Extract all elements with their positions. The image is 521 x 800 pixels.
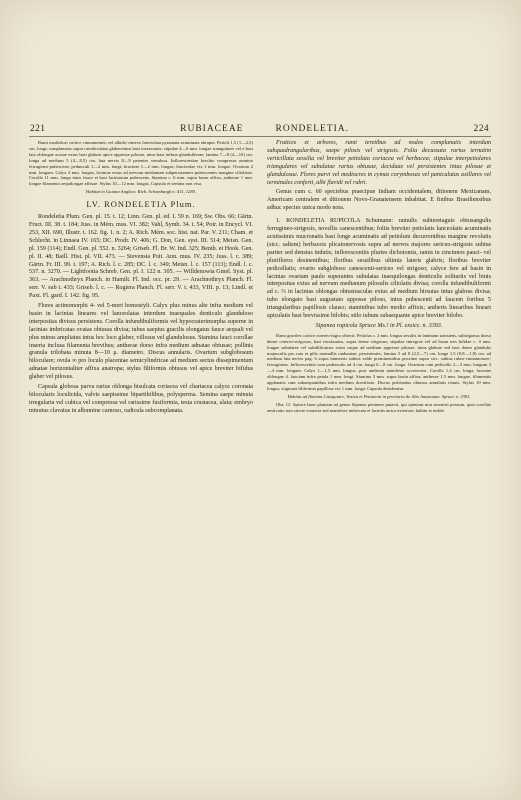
genus-distribution: Genus cum c. 60 speciebus praecipue Indiam occidentalem, ditionem Mexicanam, Americam centralem et ditionem Novo-Granatensem inhabitat. E finibus Brasiliensibus adhuc species unica modo nota.: [267, 189, 491, 212]
right-header: [270, 124, 490, 134]
left-page-number: 221: [30, 124, 46, 134]
genus-body-paragraph: Capsula globosa parva rarius oblonga bisulcata coriacea vel chartacea calyce coronata bilocularis loculicida, valvis saepissime bipartibilibus, polysperma. Semina saepe minuta irregularia vel cubica vel compressa vel rarissime fusiformia, testa crustacea, alata; embryo minutus clavatus in albumine carnoso, radicula subcomplanata.: [29, 384, 253, 414]
genus-title: LV. RONDELETIA Plum.: [86, 199, 196, 210]
species-description: [267, 218, 491, 321]
habitat-note: Habitat in Guiana Anglica: Rich. Schomburgk n. 411, 1285.: [85, 189, 197, 195]
genus-habit-description: Frutices et arbores, rami teretibus ad nodos complanatis interdum subquadrangularibus, saepe pilosis vel strigosis. Folia decussata rarius ternatim verticillata sessilia vel breviter petiolata coriacea vel herbacea; stipulae interpetiolares triangulares vel subulatae rarius obtusae, deciduae vel persistentes intus pilosae et glandulosae. Flores parvi vel mediocres in cymas corymbosas vel paniculatas axillares vel terminales conferti, albi flavidi vel rubri.: [267, 140, 491, 186]
species-detail-small: Rami graciles cortice cinereo-nigro obtecti. Petiolus c. 2 mm. longus sessilis in laminam transiens, subtrigonus dorso dense cinereo-strigosus, basi incrassatus, supra dense strigosus; stipulae intregrae vel ad basin tres bifidae c. 4 mm. longae subulatae vel subdiliformes extus usque ad medium appresse pilosae, intus glabrae sed basi dense glandulis majusculis pro rata et pilis nonnullis onduratae, persistentes; lamina 5 ad 8 (2,5—7) cm. longa 1,5 (0,8—1,8) cm. ad medium lata nervis pag. 6 supra immersis subtus valde prominentibus proxime supra sicc. subtus rubro-cinnamomeo-ferrugineus. Inflorescentia cum pedunculo ad 4 cm. longa 6—8 cm. longa. Ovarium cum pedicello 2—3 mm. longum 3—4 mm. longum. Calyx 1—1,5 mm. longus, post anthesin manifeste accrescens. Corolla 1,4 cm. longa, laciniae oblongae 4, fauciam infra petala 1 mm. longi. Stamina 3 mm. supra basin affixa; antherae 1,5 mm. longae, filamentis applanatis cum subaequantibus infra medium dorsifixae. Discus pulvinatus obtusus annularis tenuis. Stylus 10 mm. longus, stigmata filiformia papillosa vix 1 mm. longa. Capsula desideratur.: [267, 332, 491, 391]
right-page-number: 224: [473, 124, 489, 134]
right-running-title: RONDELETIA.: [275, 124, 350, 134]
species-diagnosis: ramulis subteretaguis obtusangulis ferrugineo-strigosis, novellis canescentibus; foliis breviter petiolatis lanceolatis acuminatis acutissimis mucronatis basi longe acuminatis ad petiolum decurrentibus margine revolutis (sicc. saltem) herbaceis plicatonervosis supra ad nervos majores sericeo-strigosis subtus pariter sed densius indutis; inflorescentiis pluries dichotomis, ramis in cincinnos pauci- vel plurifloros desinentibus; floribus sessilibus ultimis lateris glabris; floribus breviter pedicellatis; ovario subgloboso canescenti-sericeo vel strigoso; calyce fere ad basin in lacinias ovariam paulo superantes subulatas inaequilongas denticulis solitariis vel binis interpositas extus ad nervum medianum pilosulis ciliolatis divisa; corolla infundibuliformi ad c. ⅔ in lacinias oblongas obtusiusculas extus ad medium hirsutas intus glabras divisa; tubo elongato basi augustato apposse piloso, intus pubescenti ad faucem foribus 5 triangularibus papillosis clauso; staminibus tubo medio affixis; antheris linearibus lineari apiculatis basi brevissime bilobis; stilo tubum subaequante apice breviter bilobo.: [267, 218, 491, 320]
genus-body-paragraph: Flores actinomorphi 4- vel 5-meri homostyli. Calyx plus minus alte infra medium vel basin in lacinias lineares vel lanceolatas interdum inaequales denticulo glanduloso interpositas divisus persistens. Corolla infundibuliformis vel hypocraterimorpha superne in lacinias imbricatas ovatas obtusas divisa; tubus saepius gracilis elongatus fauce aequali vel plus minus ampliatus intus hoc loco glaber, villosus vel glandulosus. Stamina fauci corollae inserta inclusa filamenta brevibus; antherae dorso infra medium adnatae obtusae; pollinis granula trilobata minuta 8—10 μ. diametro. Discus annularis. Ovarium subglobosum biloculare; ovula ∞ pro loculo placentae semicylindricae ad medium sectus dissepimentum adnatae horizontaliter affixa anatropa; stylus filiformis obtusus vel apice breviter bifidus glaber vel pilosus.: [29, 303, 253, 381]
genus-synonymy: Rondeletia Plum. Gen. pl. 15. t. 12; Linn. Gen. pl. ed. I. 59 n. 169; Sw. Obs. 66; Gärtn. Fruct. III. 38. t. 184; Juss. in Mém. mus. VI. 382; Vahl, Symb. 34. t. 54; Poir. in Encycl. VI. 253, XII. 690, Illustr. t. 162. fig. 1. n. 2; A. Rich. Mém. soc. hist. nat. Par. V. 211; Cham. et Schlecht. in Linnaea IV. 165; DC. Prodr. IV. 406; G. Don, Gen. syst. III. 514; Meisn. Gen. pl. 159 (114); Endl. Gen. pl. 552. n. 3264; Griseb. Fl. Br. W. Ind. 325; Benth. et Hook. Gen. pl. II. 48; Baill. Hist. pl. VII. 473. — Stevensia Poit. Ann. mus. IV. 235; Juss. l. c. 389; Gärtn. Fr. III. 99. t. 197; A. Rich. l. c. 285; DC. l. c. 349; Meisn. l. c. 157 (113); Endl. l. c. 537. n. 3270. — Lightfootia Schreb. Gen. pl. I. 122 n. 305. — Willdenowia Gmel. Syst. pl. 363. — Arachnothryx Planch. in Hamilt. Fl. Ind. occ. pr. 29. — Arachnothryx Planch. Fl. serr. V. sub t. 433; Griseb. l. c. — Rogiera Planch. Fl. serr. V. t. 433, VIII. p. 13; Lindl. et Paxt. Fl. gard. I. 142. fig. 95.: [29, 214, 253, 300]
left-header: [30, 124, 250, 134]
species-title: 1. RONDELETIA RUPICOLA Schumann:: [276, 218, 394, 225]
running-header: [30, 124, 489, 134]
right-column: [267, 140, 491, 416]
species-synonym: Sipanea rupicola Spruce Ms.! in Pl. exsicc. n. 3393.: [315, 322, 443, 329]
header-rule: [29, 136, 491, 137]
observation-note: Obs. Cl. Spruce hanc plantam ad genus Sipanea pertinere putavit, qui opinioni non assentiri possum, quia corollae aestivatio non stricte contorta sed manifeste imbricata et laciniis unica exteriore; habitu et indole: [267, 401, 491, 413]
species-description-small: Rami modiolosi cortice cinnamomeo vel albido-cinereo lanceolata pyramata acuminata abrupta. Petioli 1,5 (1—2,5) cm. longo complanatus supra canaliculatus glaberrimus basi inerassatus; stipulae 4—6 mm. longae triangulares vel e basi lata oblongae acutae extus basi glabrae apice appresse pilosae, intus basi infima glanduliferae; lamina 7—8 (4—10) cm. longa ad medium 5 (4—8,5) cm. lata nervis 8—9 patentes venulosa. Inflorescentiae brachio compressa omnino ferrugineo-pubescens; pedunculi 1—2 mm. longi; bracteae 1—2 mm. longae; bracteolae vix 1 mm. longae. Ovarium 2 mm. longum. Calyx 2 mm. longus, laciniae extus ad nervum medianum subpersistentes pubescentes margine ciliolatae. Corolla 11 mm. longa intus fauce et basi laciniarum pubescens. Stamina c. 6 mm. supra basin affixa, antherae 1 mm. longae filamento aequilongae affixae. Stylus 10—12 mm. longus. Capsula et semina non visa.: [29, 140, 253, 187]
left-running-title: RUBIACEAE: [180, 124, 244, 134]
left-column: [29, 140, 253, 418]
species-habitat: Habitat ad flumina Casiquiare, Vasiva et Pacimoni in provincia do Alto Amazonas: Spruce n. 3393.: [287, 393, 471, 399]
